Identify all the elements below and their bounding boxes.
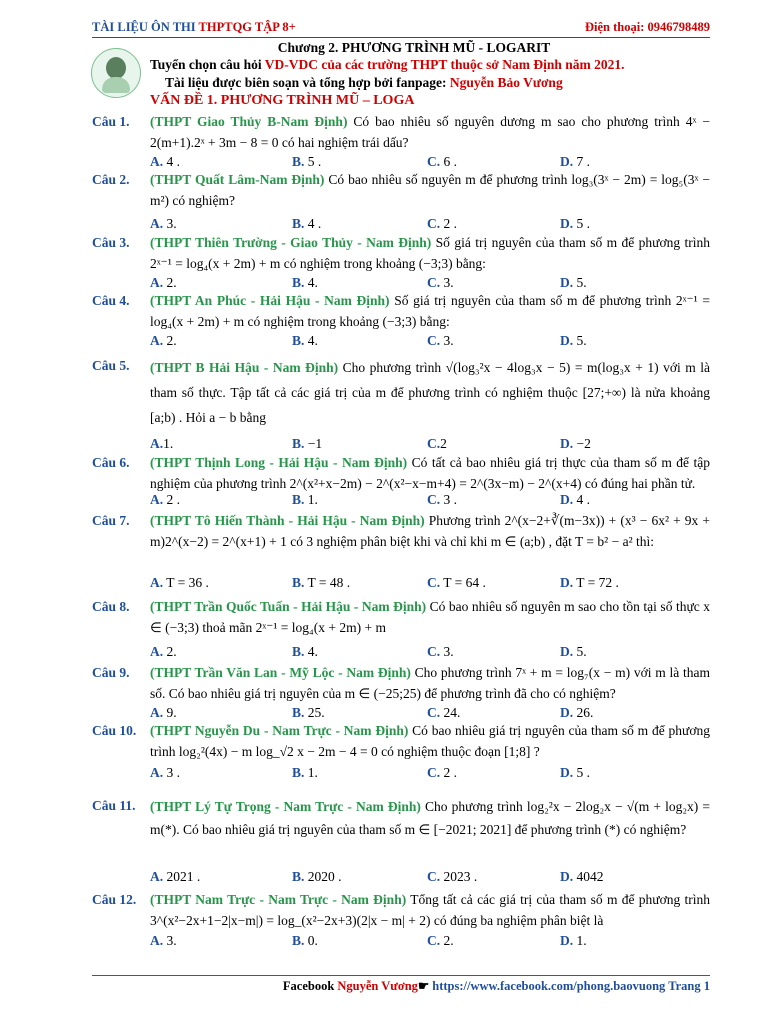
option-a[interactable]: A. 2.: [150, 333, 177, 348]
question-source: (THPT Lý Tự Trọng - Nam Trực - Nam Định): [150, 799, 421, 814]
question-text: Cho phương trình √(log₃²x − 4log₃x − 5) = m(log₃x + 1) với m là tham số thực. Tập tất cả các giá trị của m để phương trình có nghiệm thuộc [27;+∞) là nửa khoảng [a;b) . Hỏi a − b bằng: [150, 360, 711, 425]
question-source: (THPT An Phúc - Hải Hậu - Nam Định): [150, 293, 390, 308]
footer-author-link[interactable]: Nguyễn Vương: [337, 979, 418, 993]
compiler-text: Tài liệu được biên soạn và tổng hợp bởi fanpage:: [165, 75, 450, 90]
option-d[interactable]: D. −2: [560, 436, 591, 451]
option-d[interactable]: D. 4042: [560, 869, 604, 884]
compiler-name: Nguyễn Bảo Vương: [449, 75, 563, 90]
question-text: Phương trình 2^(x−2+∛(m−3x)) + (x³ − 6x² + 9x + m)2^(x−2) = 2^(x+1) + 1 có 3 nghiệm phân biệt khi và chỉ khi m ∈ (a;b) , đặt T = b² − a² thì:: [150, 513, 710, 549]
footer-url-link[interactable]: https://www.facebook.com/phong.baovuong: [432, 979, 666, 993]
question-number: Câu 1.: [92, 114, 130, 129]
subtitle-text: Tuyển chọn câu hỏi: [150, 57, 265, 72]
option-b[interactable]: B. 2020 .: [292, 869, 342, 884]
question-text: Cho phương trình 7ˣ + m = log₇(x − m) với m là tham số. Có bao nhiêu giá trị nguyên của m ∈ (−25;25) để phương trình đã cho có nghiệm?: [150, 665, 711, 701]
options-11: [150, 869, 710, 889]
question-source: (THPT B Hải Hậu - Nam Định): [150, 360, 339, 375]
option-a[interactable]: A.1.: [150, 436, 174, 451]
option-a[interactable]: A. 3 .: [150, 765, 180, 780]
option-a[interactable]: A. 2 .: [150, 492, 180, 507]
question-source: (THPT Thiên Trường - Giao Thủy - Nam Định): [150, 235, 432, 250]
footer-label: Facebook: [282, 979, 338, 993]
subtitle-line: [150, 57, 625, 73]
question-9: [92, 662, 710, 704]
question-source: (THPT Quất Lâm-Nam Định): [150, 172, 325, 187]
question-number: Câu 4.: [92, 293, 130, 308]
option-b[interactable]: B. −1: [292, 436, 323, 451]
question-source: (THPT Nguyễn Du - Nam Trực - Nam Định): [150, 723, 409, 738]
options-4: [150, 333, 710, 353]
option-a[interactable]: A. 3.: [150, 933, 177, 948]
option-a[interactable]: A. 9.: [150, 705, 177, 720]
question-number: Câu 3.: [92, 235, 130, 250]
option-d[interactable]: D. 5.: [560, 644, 587, 659]
option-c[interactable]: C. 3.: [427, 644, 454, 659]
option-d[interactable]: D. 5.: [560, 333, 587, 348]
option-d[interactable]: D. 7 .: [560, 154, 590, 169]
option-b[interactable]: B. T = 48 .: [292, 575, 351, 590]
question-source: (THPT Nam Trực - Nam Trực - Nam Định): [150, 892, 407, 907]
option-d[interactable]: D. T = 72 .: [560, 575, 619, 590]
option-a[interactable]: A. 4 .: [150, 154, 180, 169]
question-source: (THPT Thịnh Long - Hải Hậu - Nam Định): [150, 455, 408, 470]
option-b[interactable]: B. 4.: [292, 333, 318, 348]
question-text: Có tất cả bao nhiêu giá trị thực của tham số m để tập nghiệm của phương trình 2^(x²+x−2m) − 2^(x²−x−m+4) = 2^(3x−m) − 2^(x+4) có đúng hai phần tử.: [150, 455, 710, 491]
option-b[interactable]: B. 4 .: [292, 216, 322, 231]
option-c[interactable]: C. 2.: [427, 933, 454, 948]
option-c[interactable]: C. 3.: [427, 333, 454, 348]
question-text: Có bao nhiêu giá trị nguyên của tham số m để phương trình log₂²(4x) − m log_√2 x − 2m − 4 = 0 có nghiệm thuộc đoạn [1;8] ?: [150, 723, 711, 759]
option-c[interactable]: C. 2023 .: [427, 869, 478, 884]
question-text: Tổng tất cả các giá trị của tham số m để phương trình 3^(x²−2x+1−2|x−m|) = log_(x²−2x+3)(2|x − m| + 2) có đúng ba nghiệm phân biệt là: [150, 892, 711, 928]
option-a[interactable]: A. 2.: [150, 644, 177, 659]
option-d[interactable]: D. 4 .: [560, 492, 590, 507]
question-source: (THPT Trần Văn Lan - Mỹ Lộc - Nam Định): [150, 665, 411, 680]
question-5: [92, 355, 710, 430]
question-7: [92, 510, 710, 552]
page-number: Trang 1: [665, 979, 710, 993]
option-c[interactable]: C. 2 .: [427, 765, 457, 780]
question-number: Câu 8.: [92, 599, 130, 614]
option-c[interactable]: C. T = 64 .: [427, 575, 486, 590]
question-6: [92, 452, 710, 494]
question-11: [92, 795, 710, 841]
option-d[interactable]: D. 5 .: [560, 765, 590, 780]
question-number: Câu 7.: [92, 513, 130, 528]
options-10: [150, 765, 710, 785]
header-left-series: THPTQG TẬP 8+: [198, 20, 296, 34]
option-b[interactable]: B. 4.: [292, 275, 318, 290]
question-12: [92, 889, 710, 931]
question-number: Câu 5.: [92, 358, 130, 373]
question-1: [92, 111, 710, 153]
question-text: Có bao nhiêu số nguyên m sao cho tồn tại số thực x ∈ (−3;3) thoả mãn 2ˣ⁻¹ = log₄(x + 2m) + m: [150, 599, 711, 635]
footer-rule: [92, 975, 710, 976]
question-text: Cho phương trình log₂²x − 2log₂x − √(m + log₂x) = m(*). Có bao nhiêu giá trị nguyên của tham số m ∈ [−2021; 2021] để phương trình (*) có nghiệm?: [150, 799, 711, 837]
option-c[interactable]: C. 6 .: [427, 154, 457, 169]
question-10: [92, 720, 710, 762]
option-d[interactable]: D. 1.: [560, 933, 587, 948]
option-d[interactable]: D. 5.: [560, 275, 587, 290]
pointer-icon: ☛: [417, 979, 433, 993]
question-number: Câu 2.: [92, 172, 130, 187]
header-rule: [92, 37, 710, 38]
question-text: Số giá trị nguyên của tham số m để phương trình 2ˣ⁻¹ = log₄(x + 2m) + m có nghiệm trong khoảng (−3;3) bằng:: [150, 293, 710, 329]
header-left: [92, 20, 296, 35]
option-a[interactable]: A. 2.: [150, 275, 177, 290]
question-text: Có bao nhiêu số nguyên m để phương trình log₃(3ˣ − 2m) = log₅(3ˣ − m²) có nghiệm?: [150, 172, 710, 208]
options-8: [150, 644, 710, 664]
option-c[interactable]: C. 2 .: [427, 216, 457, 231]
option-a[interactable]: A. 3.: [150, 216, 177, 231]
compiler-line: [165, 75, 563, 91]
option-b[interactable]: B. 4.: [292, 644, 318, 659]
question-2: [92, 169, 710, 211]
question-4: [92, 290, 710, 332]
options-6: [150, 492, 710, 512]
section-title: VẤN ĐỀ 1. PHƯƠNG TRÌNH MŨ – LOGA: [150, 93, 415, 108]
header-left-prefix: TÀI LIỆU ÔN THI: [92, 20, 199, 34]
option-a[interactable]: A. 2021 .: [150, 869, 201, 884]
option-b[interactable]: B. 5 .: [292, 154, 322, 169]
options-12: [150, 933, 710, 953]
option-d[interactable]: D. 5 .: [560, 216, 590, 231]
question-3: [92, 232, 710, 274]
options-7: [150, 575, 710, 595]
footer: [283, 978, 710, 994]
option-b[interactable]: B. 1.: [292, 492, 318, 507]
question-text: Số giá trị nguyên của tham số m để phương trình 2ˣ⁻¹ = log₄(x + 2m) + m có nghiệm trong khoảng (−3;3) bằng:: [150, 235, 711, 271]
option-b[interactable]: B. 25.: [292, 705, 325, 720]
option-c[interactable]: C. 3 .: [427, 492, 457, 507]
question-source: (THPT Tô Hiến Thành - Hải Hậu - Nam Định): [150, 513, 425, 528]
question-number: Câu 10.: [92, 723, 137, 738]
header-phone: Điện thoại: 0946798489: [585, 20, 710, 34]
question-source: (THPT Giao Thủy B-Nam Định): [150, 114, 348, 129]
option-b[interactable]: B. 0.: [292, 933, 318, 948]
option-a[interactable]: A. T = 36 .: [150, 575, 209, 590]
option-c[interactable]: C. 24.: [427, 705, 461, 720]
option-c[interactable]: C.2: [427, 436, 447, 451]
question-number: Câu 12.: [92, 892, 137, 907]
question-number: Câu 6.: [92, 455, 130, 470]
chapter-title: Chương 2. PHƯƠNG TRÌNH MŨ - LOGARIT: [277, 40, 551, 55]
option-d[interactable]: D. 26.: [560, 705, 594, 720]
subtitle-highlight: VD-VDC của các trường THPT thuộc sở Nam Định năm 2021.: [264, 57, 625, 72]
question-8: [92, 596, 710, 638]
question-source: (THPT Trần Quốc Tuấn - Hải Hậu - Nam Định): [150, 599, 427, 614]
option-c[interactable]: C. 3.: [427, 275, 454, 290]
question-number: Câu 11.: [92, 798, 136, 813]
question-text: Có bao nhiêu số nguyên dương m sao cho phương trình 4ˣ − 2(m+1).2ˣ + 3m − 8 = 0 có hai nghiệm trái dấu?: [150, 114, 710, 150]
option-b[interactable]: B. 1.: [292, 765, 318, 780]
question-number: Câu 9.: [92, 665, 130, 680]
